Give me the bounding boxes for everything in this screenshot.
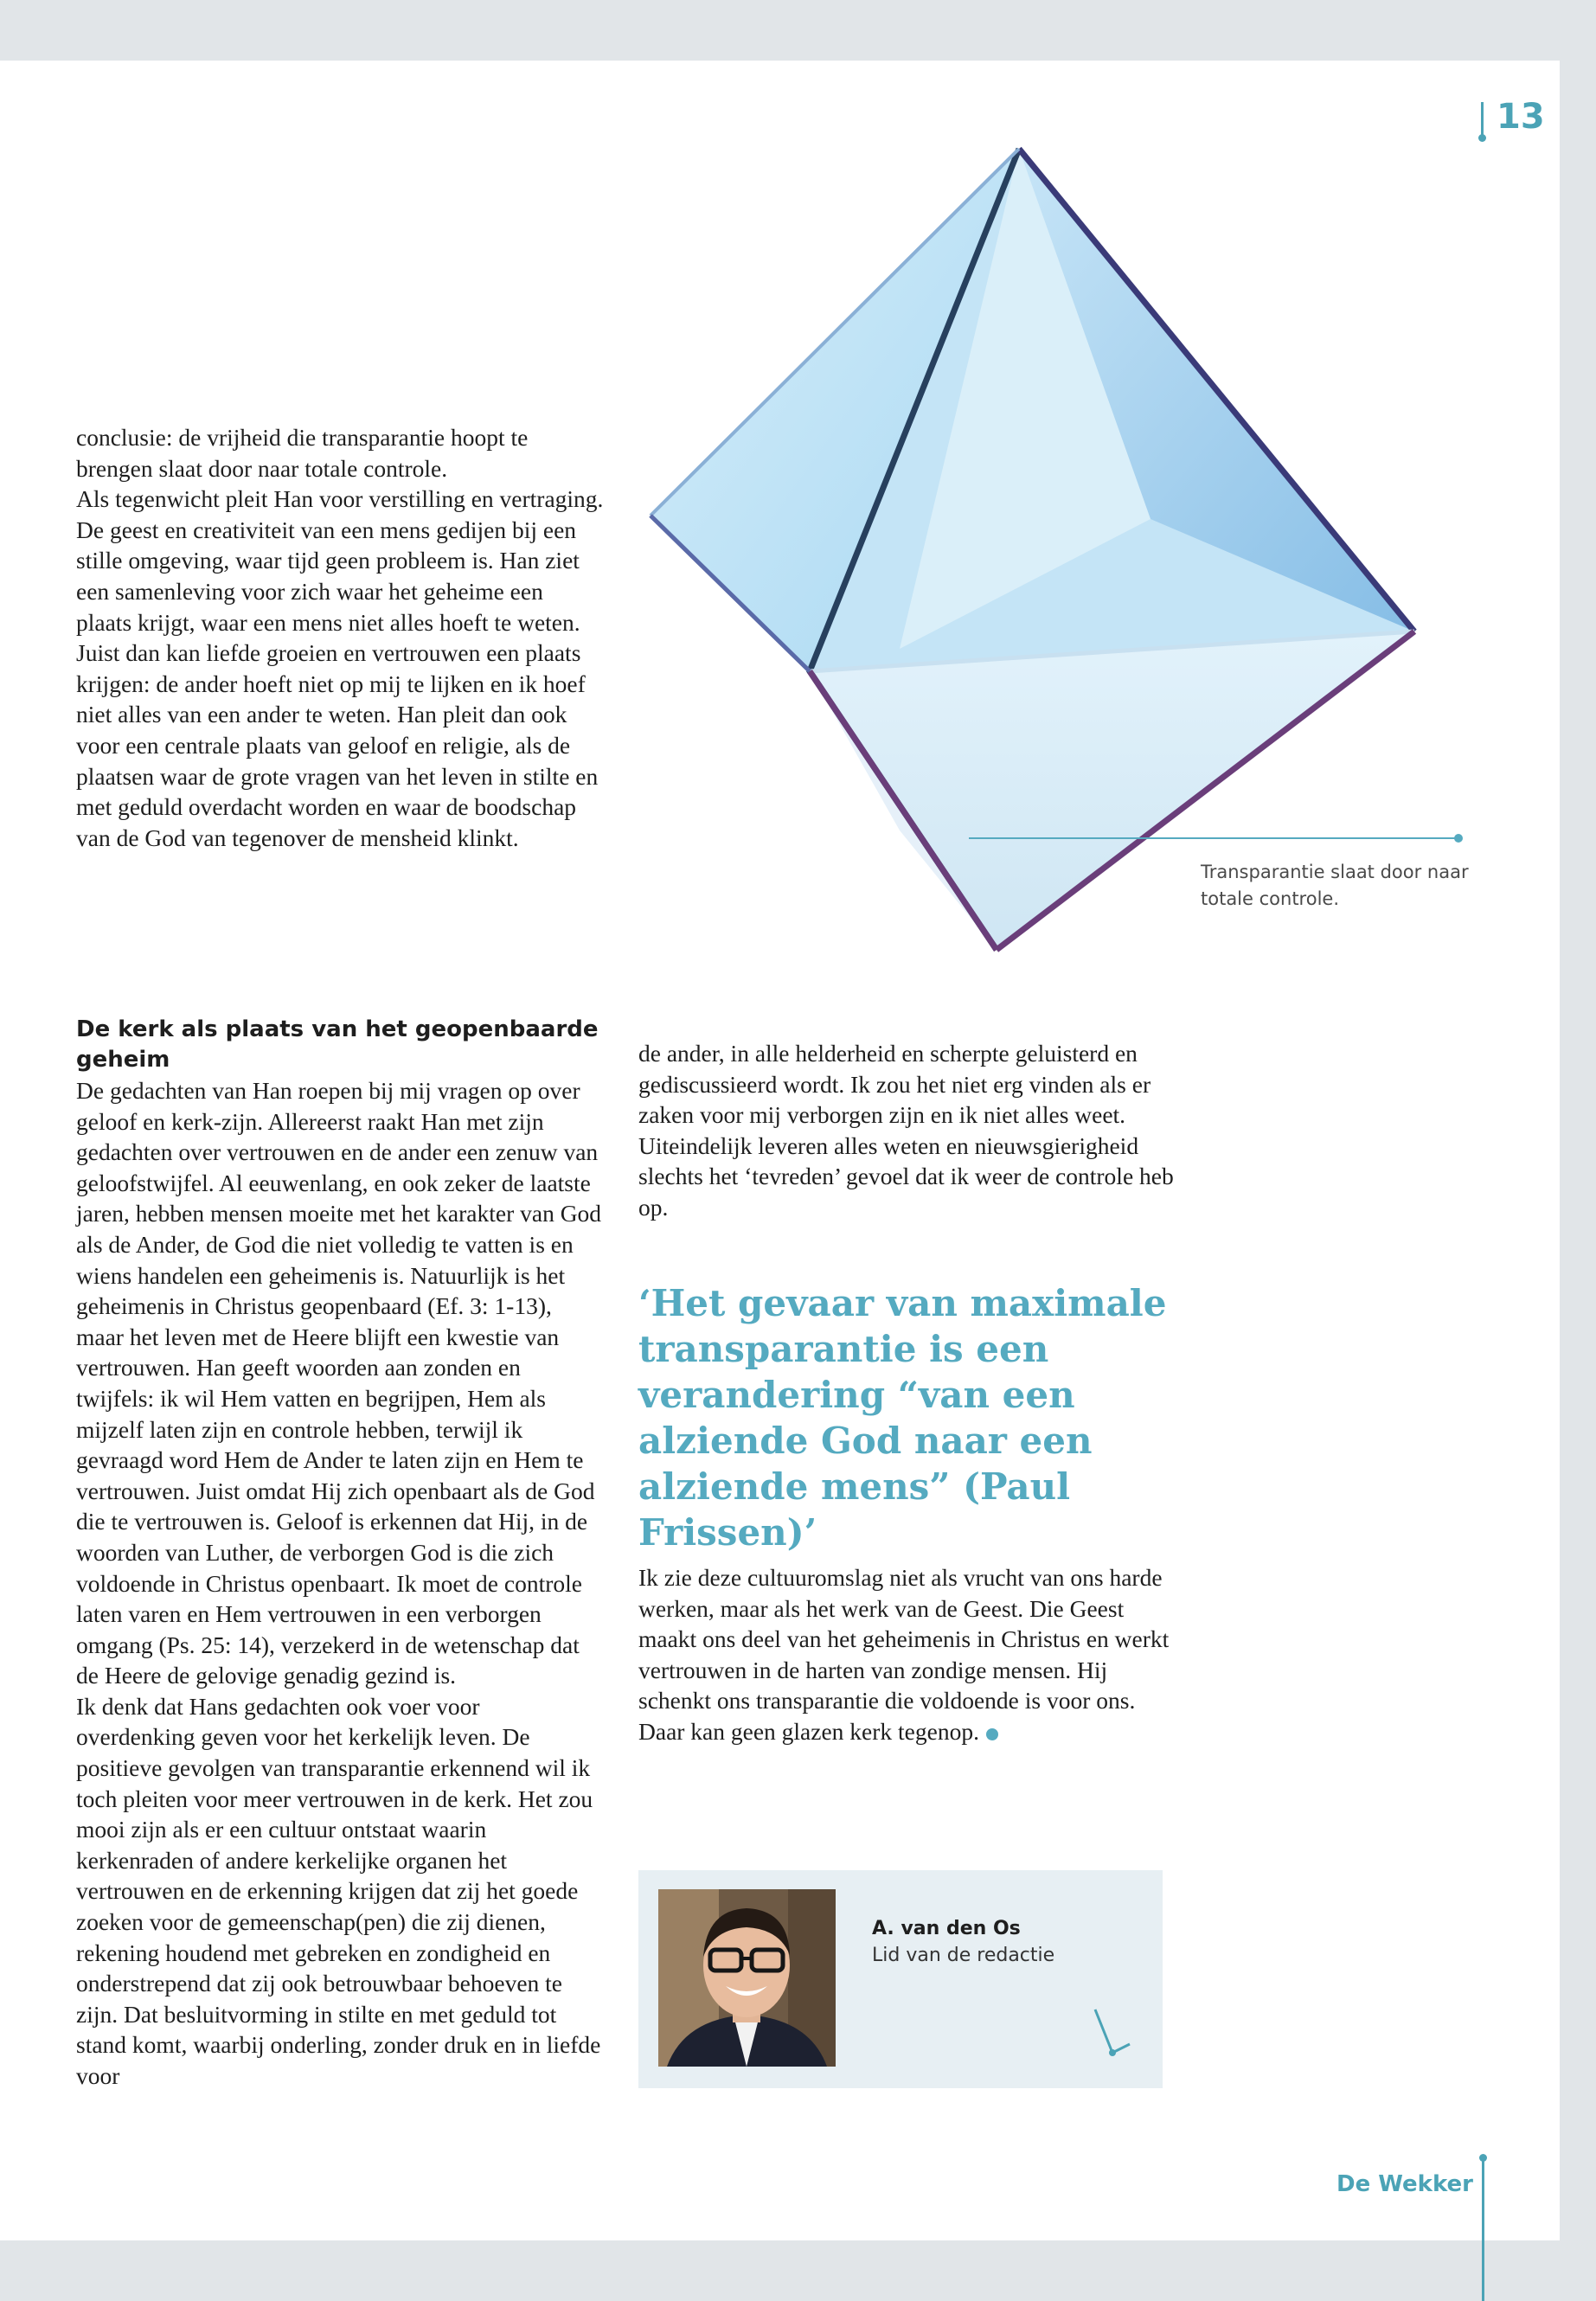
footer-rule — [1482, 2158, 1484, 2301]
column-1-bottom — [76, 1015, 604, 2092]
paragraph: De gedachten van Han roepen bij mij vragen op over geloof en kerk-zijn. Allereerst raakt Han met zijn gedachten over vertrouwen en de ander een zenuw van geloofstwijfel. Al eeuwenlang, en ook zeker de laatste jaren, hebben mensen moeite met het karakter van God als de Ander, de God die niet volledig te vatten is en wiens handelen een geheimenis is. Natuurlijk is het geheimenis in Christus geopenbaard (Ef. 3: 1-13), maar het leven met de Heere blijft een kwestie van vertrouwen. Han geeft woorden aan zonden en twijfels: ik wil Hem vatten en begrijpen, Hem als mijzelf laten zijn en controle hebben, terwijl ik gevraagd word Hem de Ander te laten zijn en Hem te vertrouwen. Juist omdat Hij zich openbaart als de God die te vertrouwen is. Geloof is erkennen dat Hij, in de woorden van Luther, de verborgen God is die zich voldoende in Christus openbaart. Ik moet de controle laten varen en Hem vertrouwen in een verborgen omgang (Ps. 25: 14), verzekerd in de wetenschap dat de Heere de gelovige genadig gezind is. — [76, 1077, 602, 1689]
closing-paragraph-text: Ik zie deze cultuuromslag niet als vrucht van ons harde werken, maar als het werk van de Geest. Die Geest maakt ons deel van het geheimenis in Christus en werkt vertrouwen in de harten van zondige mensen. Hij schenkt ons transparantie die voldoende is voor ons. Daar kan geen glazen kerk tegenop. — [638, 1564, 1170, 1745]
signature-mark-icon — [1090, 2004, 1133, 2065]
section-heading: De kerk als plaats van het geopenbaarde geheim — [76, 1016, 599, 1073]
paragraph: de ander, in alle helderheid en scherpte geluisterd en gediscussieerd wordt. Ik zou het niet erg vinden als er zaken voor mij verborgen zijn en ik niet alles weet. Uiteindelijk leveren alles weten en nieuwsgierigheid slechts het ‘tevreden’ gevoel dat ik weer de controle heb op. — [638, 1040, 1174, 1221]
author-name: A. van den Os — [872, 1918, 1021, 1939]
page-number-dot — [1478, 134, 1486, 142]
end-mark-dot — [986, 1728, 998, 1740]
caption-leader-line — [969, 837, 1458, 839]
paragraph — [638, 1562, 1175, 1747]
caption-leader-dot — [1454, 834, 1463, 843]
author-role: Lid van de redactie — [872, 1945, 1055, 1966]
page-number-rule — [1481, 102, 1484, 137]
pull-quote: ‘Het gevaar van maximale transparantie is een verandering “van een alziende God naar een alziende mens” (Paul Frissen)’ — [638, 1282, 1167, 1554]
publication-name: De Wekker — [1336, 2171, 1473, 2197]
page-number: 13 — [1497, 97, 1545, 137]
paragraph: conclusie: de vrijheid die transparantie hoopt te brengen slaat door naar totale controle. — [76, 424, 529, 482]
column-2-top — [638, 1038, 1175, 1223]
paragraph: Als tegenwicht pleit Han voor verstilling en vertraging. De geest en creativiteit van een mens gedijen bij een stille omgeving, waar tijd geen probleem is. Han ziet een samenleving voor zich waar het geheime een plaats krijgt, waar een mens niet alles hoeft te weten. Juist dan kan liefde groeien en vertrouwen een plaats krijgen: de ander hoeft niet op mij te lijken en ik hoef niet alles van een ander te weten. Han pleit dan ook voor een centrale plaats van geloof en religie, als de plaatsen waar de grote vragen van het leven in stilte en met geduld overdacht worden en waar de boodschap van de God van tegenover de mensheid klinkt. — [76, 485, 604, 851]
column-2-bottom — [638, 1562, 1175, 1747]
illustration-caption: Transparantie slaat door naar totale controle. — [1201, 862, 1469, 909]
octahedron-illustration — [640, 138, 1419, 969]
paragraph: Ik denk dat Hans gedachten ook voer voor overdenking geven voor het kerkelijk leven. De positieve gevolgen van transparantie erkennend wil ik toch pleiten voor meer vertrouwen in de kerk. Het zou mooi zijn als er een cultuur ontstaat waarin kerkenraden of andere kerkelijke organen het vertrouwen en de erkenning krijgen dat zij het goede zoeken voor de gemeenschap(pen) die zij dienen, rekening houdend met gebreken en zondigheid en onderstrepend dat zij ook betrouwbaar behoeven te zijn. Dat besluitvorming in stilte en met geduld tot stand komt, waarbij onderling, zonder druk en in liefde voor — [76, 1692, 601, 2089]
column-1-top — [76, 422, 604, 853]
author-box — [638, 1870, 1163, 2088]
author-photo — [658, 1889, 836, 2067]
